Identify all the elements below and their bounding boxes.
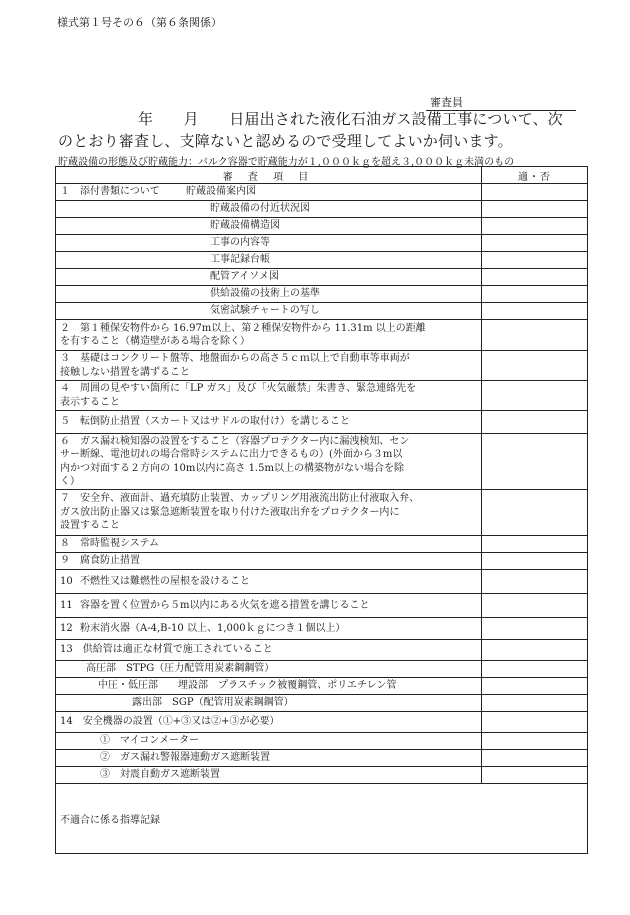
heading-line-2: のとおり審査し、支障ないと認めるので受理してよいか伺います。 — [58, 132, 513, 150]
item-text: 内かつ対面する２方向の 10m以内に高さ 1.5m以上の構築物がない場合を除 — [60, 462, 404, 474]
table-row — [56, 351, 588, 381]
item-cell — [56, 252, 482, 269]
storage-note: 貯蔵設備の形態及び貯蔵能力：バルク容器で貯蔵能力が１,０００ｋｇを超え３,０００ｋｇ未満のもの — [58, 157, 515, 168]
item-number: ２ — [60, 322, 70, 334]
result-cell[interactable] — [482, 351, 588, 381]
item-cell — [56, 320, 482, 351]
item-14-label: 14 安全機器の設置（①+③又は②+③が必要） — [60, 716, 280, 728]
item-cell — [56, 536, 482, 553]
table-row — [56, 269, 588, 286]
request-heading — [58, 108, 598, 152]
table-row — [56, 712, 588, 733]
form-number: 様式第１号その６（第６条関係） — [57, 16, 222, 29]
item-text: 安全弁、液面計、過充填防止装置、カップリング用液流出防止付液取入弁、 — [80, 493, 420, 505]
item-text: 第１種保安物件から 16.97m以上、第２種保安物件から 11.31m 以上の距離 — [80, 322, 426, 334]
item-text: 容器を置く位置から５m以内にある火気を遮る措置を講じること — [80, 599, 370, 611]
result-cell[interactable] — [482, 252, 588, 269]
result-cell[interactable] — [482, 695, 588, 712]
item-cell — [56, 351, 482, 381]
item-text: ガス漏れ検知器の設置をすること（容器プロテクター内に漏洩検知、セン — [80, 435, 410, 447]
table-row — [56, 235, 588, 252]
table-row — [56, 767, 588, 784]
item-text: 基礎はコンクリート盤等、地盤面からの高さ５ｃｍ以上で自動車等車両が — [80, 353, 410, 364]
table-row — [56, 218, 588, 235]
item-cell — [56, 434, 482, 490]
table-row — [56, 678, 588, 695]
item-number: 10 — [60, 575, 73, 587]
item-number: ５ — [60, 416, 70, 428]
header-item: 審 査 項 目 — [56, 167, 482, 184]
item-cell — [56, 303, 482, 320]
table-row — [56, 434, 588, 490]
item-cell — [56, 286, 482, 303]
item-text: 接触しない措置を講ずること — [60, 366, 190, 378]
notes-label: 不適合に係る指導記録 — [60, 815, 160, 826]
notes-row — [56, 784, 588, 854]
item-text: 転倒防止措置（スカート又はサドルの取付け）を講じること — [80, 416, 350, 428]
attachment-doc: 貯蔵設備の付近状況図 — [210, 203, 310, 215]
result-cell[interactable] — [482, 286, 588, 303]
table-row — [56, 303, 588, 320]
table-row — [56, 184, 588, 201]
item-number: 12 — [60, 622, 73, 634]
item-cell — [56, 201, 482, 218]
result-cell[interactable] — [482, 640, 588, 661]
pipe-spec: 高圧部 STPG（圧力配管用炭素鋼鋼管） — [86, 663, 275, 675]
item-text: く） — [60, 476, 80, 487]
item-cell — [56, 411, 482, 434]
item-text: を有すること（構造壁がある場合を除く） — [60, 336, 250, 347]
table-row — [56, 570, 588, 594]
pipe-spec: 中圧・低圧部 埋設部 プラスチック被覆鋼管、ポリエチレン管 — [98, 680, 397, 692]
attachment-doc: 貯蔵設備案内図 — [186, 186, 256, 198]
result-cell[interactable] — [482, 570, 588, 594]
result-cell[interactable] — [482, 678, 588, 695]
result-cell[interactable] — [482, 750, 588, 767]
item-cell — [56, 618, 482, 640]
result-cell[interactable] — [482, 712, 588, 733]
result-cell[interactable] — [482, 218, 588, 235]
table-row — [56, 320, 588, 351]
result-cell[interactable] — [482, 767, 588, 784]
safety-device: ① マイコンメーター — [100, 735, 200, 747]
table-row — [56, 490, 588, 536]
item-cell — [56, 678, 482, 695]
item-cell — [56, 661, 482, 678]
table-header-row — [56, 167, 588, 184]
result-cell[interactable] — [482, 201, 588, 218]
pipe-spec: 露出部 SGP（配管用炭素鋼鋼管） — [132, 697, 294, 709]
table-row — [56, 695, 588, 712]
table-row — [56, 381, 588, 411]
review-table — [55, 166, 588, 854]
item-number: ７ — [60, 493, 70, 505]
item-13-label: 13 供給管は適正な材質で施工されていること — [60, 644, 273, 656]
table-row — [56, 252, 588, 269]
item-number: ９ — [60, 555, 70, 567]
item-number: ４ — [60, 383, 70, 394]
result-cell[interactable] — [482, 661, 588, 678]
notes-cell[interactable] — [56, 784, 588, 854]
table-row — [56, 750, 588, 767]
table-row — [56, 286, 588, 303]
result-cell[interactable] — [482, 434, 588, 490]
item-cell — [56, 269, 482, 286]
result-cell[interactable] — [482, 733, 588, 750]
item-number: 11 — [60, 599, 73, 611]
reviewer-label: 審査員 — [430, 96, 463, 109]
table-row — [56, 594, 588, 618]
table-row — [56, 640, 588, 661]
item-cell — [56, 594, 482, 618]
item-text: 表示すること — [60, 396, 120, 408]
result-cell[interactable] — [482, 618, 588, 640]
attachment-doc: 配管アイソメ図 — [210, 271, 279, 283]
item-cell — [56, 695, 482, 712]
item-cell — [56, 490, 482, 536]
attachments-label: １ 添付書類について — [60, 186, 160, 198]
item-text: 常時監視システム — [80, 538, 159, 550]
result-cell[interactable] — [482, 303, 588, 320]
item-text: 腐食防止措置 — [80, 555, 140, 567]
item-cell — [56, 184, 482, 201]
attachment-doc: 貯蔵設備構造図 — [210, 220, 280, 232]
item-text: サー断線、電池切れの場合常時システムに出力できるもの）(外面から３m以 — [60, 449, 403, 460]
item-number: ８ — [60, 538, 70, 550]
item-text: 設置すること — [60, 520, 120, 532]
safety-device: ② ガス漏れ警報器連動ガス遮断装置 — [100, 752, 270, 764]
table-row — [56, 411, 588, 434]
item-cell — [56, 235, 482, 252]
table-row — [56, 201, 588, 218]
table-row — [56, 733, 588, 750]
result-cell[interactable] — [482, 381, 588, 411]
item-number: ６ — [60, 435, 70, 447]
heading-line-1: 年 月 日届出された液化石油ガス設備工事について、次 — [138, 110, 564, 128]
table-row — [56, 553, 588, 570]
item-text: 周囲の見やすい箇所に「LP ガス」及び「火気厳禁」朱書き、緊急連絡先を — [80, 383, 417, 394]
item-text: 不燃性又は難燃性の屋根を設けること — [80, 575, 250, 587]
attachment-doc: 気密試験チャートの写し — [210, 305, 320, 317]
result-cell[interactable] — [482, 553, 588, 570]
item-cell — [56, 218, 482, 235]
item-cell — [56, 733, 482, 750]
item-cell — [56, 750, 482, 767]
item-cell — [56, 553, 482, 570]
table-row — [56, 536, 588, 553]
attachment-doc: 工事の内容等 — [210, 237, 270, 249]
attachment-doc: 供給設備の技術上の基準 — [210, 288, 320, 300]
result-cell[interactable] — [482, 235, 588, 252]
attachment-doc: 工事記録台帳 — [210, 254, 270, 266]
item-cell — [56, 570, 482, 594]
table-row — [56, 618, 588, 640]
item-text: ガス放出防止器又は緊急遮断装置を取り付けた液取出弁をプロテクター内に — [60, 506, 400, 518]
item-cell — [56, 381, 482, 411]
result-cell[interactable] — [482, 184, 588, 201]
result-cell[interactable] — [482, 536, 588, 553]
item-cell — [56, 640, 482, 661]
safety-device: ③ 対震自動ガス遮断装置 — [100, 769, 220, 781]
item-cell — [56, 767, 482, 784]
item-number: ３ — [60, 353, 70, 364]
result-cell[interactable] — [482, 269, 588, 286]
item-cell — [56, 712, 482, 733]
result-cell[interactable] — [482, 594, 588, 618]
result-cell[interactable] — [482, 490, 588, 536]
item-text: 粉末消火器（A-4,B-10 以上、1,000ｋｇにつき１個以上） — [80, 622, 346, 634]
header-result: 適・否 — [482, 167, 588, 184]
result-cell[interactable] — [482, 411, 588, 434]
table-row — [56, 661, 588, 678]
result-cell[interactable] — [482, 320, 588, 351]
